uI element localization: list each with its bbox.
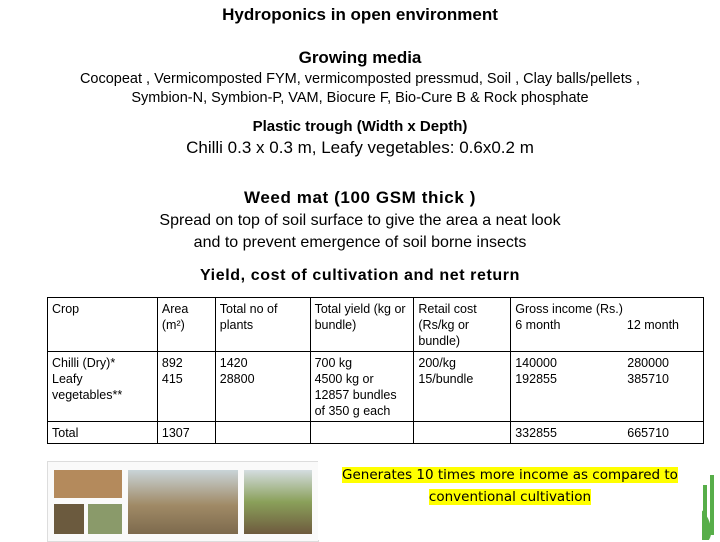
cell-total-yield <box>310 352 414 422</box>
table-row <box>48 352 704 422</box>
area-chilli: 892 <box>161 356 183 370</box>
header-gross-6-month: 6 month <box>515 318 561 332</box>
photo-soil <box>54 470 122 498</box>
weed-mat-text <box>0 210 720 254</box>
plastic-trough-text: Chilli 0.3 x 0.3 m, Leafy vegetables: 0.6x0.2 m <box>186 138 534 157</box>
area-leafy: 415 <box>161 372 183 386</box>
photo-field-1 <box>128 470 238 534</box>
table-total-row <box>48 422 704 444</box>
field-photos <box>47 461 319 542</box>
total-gross-6: 332855 <box>515 426 557 440</box>
crop-leafy: Leafy vegetables** <box>52 372 123 402</box>
crop-chilli: Chilli (Dry)* <box>52 356 116 370</box>
growing-media-heading: Growing media <box>298 48 422 67</box>
yield-heading: Yield, cost of cultivation and net return <box>199 267 521 284</box>
cell-area <box>157 352 215 422</box>
plants-leafy: 28800 <box>219 372 255 386</box>
yield-table <box>47 297 704 444</box>
header-retail-cost: Retail cost (Rs/kg or bundle) <box>414 298 511 352</box>
income-callout <box>318 458 702 540</box>
header-area: Area (m²) <box>157 298 215 352</box>
total-retail-empty <box>414 422 511 444</box>
callout-line-2: conventional cultivation <box>428 489 592 505</box>
weed-mat-heading: Weed mat (100 GSM thick ) <box>244 188 476 207</box>
plastic-trough-heading: Plastic trough (Width x Depth) <box>252 118 468 135</box>
table-header-row <box>48 298 704 352</box>
retail-chilli: 200/kg <box>418 356 456 370</box>
weed-mat-line-2: and to prevent emergence of soil borne insects <box>193 234 527 251</box>
header-gross-12-month: 12 month <box>626 318 679 332</box>
total-area: 1307 <box>157 422 215 444</box>
photo-mat <box>54 504 84 534</box>
growing-media-text <box>0 70 720 108</box>
cell-gross-income <box>511 352 704 422</box>
total-yield-empty <box>310 422 414 444</box>
retail-leafy: 15/bundle <box>418 372 474 386</box>
gross6-leafy: 192855 <box>515 372 557 386</box>
weed-mat-line-1: Spread on top of soil surface to give the area a neat look <box>159 212 561 229</box>
header-plants: Total no of plants <box>215 298 310 352</box>
photo-field-2 <box>244 470 312 534</box>
header-total-yield: Total yield (kg or bundle) <box>310 298 414 352</box>
total-label: Total <box>48 422 158 444</box>
yield-chilli: 700 kg <box>314 356 353 370</box>
gross12-chilli: 280000 <box>627 356 669 370</box>
photo-trough <box>88 504 122 534</box>
yield-leafy: 4500 kg or 12857 bundles of 350 g each <box>314 372 397 418</box>
callout-line-1: Generates 10 times more income as compared to <box>342 467 678 483</box>
cell-crop <box>48 352 158 422</box>
growing-media-line-2: Symbion-N, Symbion-P, VAM, Biocure F, Bio-Cure B & Rock phosphate <box>131 90 589 106</box>
cell-plants <box>215 352 310 422</box>
gross12-leafy: 385710 <box>627 372 669 386</box>
header-crop: Crop <box>48 298 158 352</box>
cell-retail-cost <box>414 352 511 422</box>
plants-chilli: 1420 <box>219 356 248 370</box>
header-gross-label: Gross income (Rs.) <box>515 302 623 316</box>
total-gross-12: 665710 <box>627 426 669 440</box>
header-gross-income <box>511 298 704 352</box>
gross6-chilli: 140000 <box>515 356 557 370</box>
total-gross <box>511 422 704 444</box>
growing-media-line-1: Cocopeat , Vermicomposted FYM, vermicomposted pressmud, Soil , Clay balls/pellets , <box>79 71 641 87</box>
total-plants-empty <box>215 422 310 444</box>
page-title: Hydroponics in open environment <box>222 5 498 24</box>
